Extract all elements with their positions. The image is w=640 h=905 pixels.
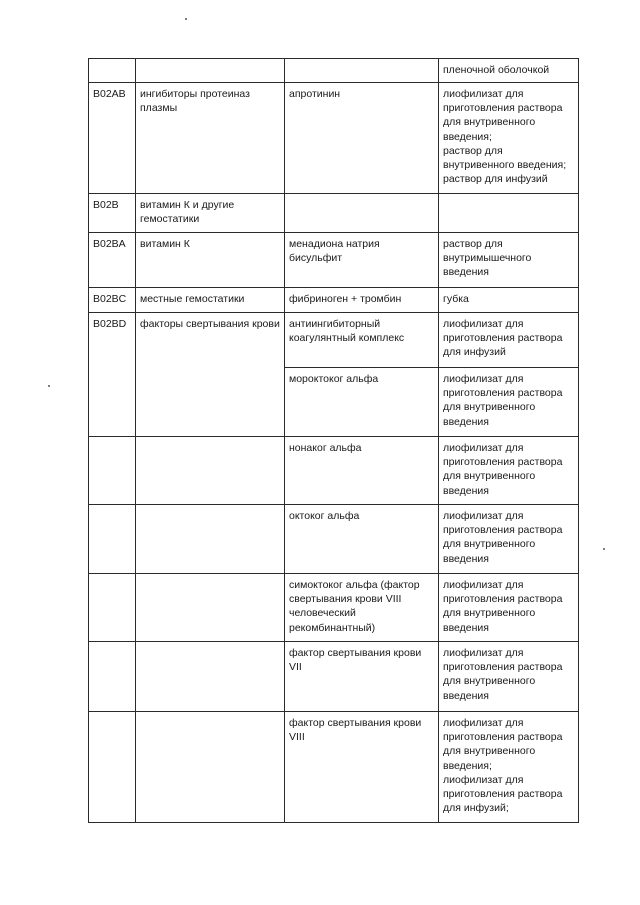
table-row: [89, 505, 579, 574]
pharmacological-group-cell: [136, 437, 285, 505]
dosage-form-cell: лиофилизат для приготовления раствора для внутривенного введения: [439, 642, 579, 712]
pharmacological-group-cell: витамин К и другие гемостатики: [136, 194, 285, 233]
dosage-form-cell: лиофилизат для приготовления раствора для внутривенного введения: [439, 437, 579, 505]
pharmacological-group-cell: [136, 574, 285, 642]
table-row: [89, 642, 579, 712]
table-row: [89, 288, 579, 313]
pharmacological-group-cell: витамин К: [136, 233, 285, 288]
scan-speck: [48, 385, 50, 387]
medicine-name-cell: менадиона натрия бисульфит: [285, 233, 439, 288]
dosage-form-cell: пленочной оболочкой: [439, 59, 579, 83]
atc-code-cell: [89, 642, 136, 712]
atc-code-cell: B02AB: [89, 83, 136, 194]
medicine-name-cell: апротинин: [285, 83, 439, 194]
atc-code-cell: B02BA: [89, 233, 136, 288]
atc-code-cell: [89, 574, 136, 642]
dosage-form-cell: лиофилизат для приготовления раствора для внутривенного введения; лиофилизат для приготовления раствора для инфузий;: [439, 712, 579, 823]
atc-code-cell: [89, 712, 136, 823]
medicine-name-cell: [285, 194, 439, 233]
medicine-name-cell: нонаког альфа: [285, 437, 439, 505]
dosage-form-cell: лиофилизат для приготовления раствора для внутривенного введения: [439, 368, 579, 437]
table-row: [89, 59, 579, 83]
pharmacological-group-cell: [136, 59, 285, 83]
medicine-name-cell: мороктоког альфа: [285, 368, 439, 437]
table-row: [89, 437, 579, 505]
atc-code-cell: B02BC: [89, 288, 136, 313]
medicine-name-cell: фактор свертывания крови VII: [285, 642, 439, 712]
pharmacological-group-cell: факторы свертывания крови: [136, 313, 285, 437]
scan-speck: [603, 548, 605, 550]
dosage-form-cell: лиофилизат для приготовления раствора для внутривенного введения: [439, 505, 579, 574]
medicines-table: [88, 58, 579, 823]
pharmacological-group-cell: местные гемостатики: [136, 288, 285, 313]
medicine-name-cell: симоктоког альфа (фактор свертывания крови VIII человеческий рекомбинантный): [285, 574, 439, 642]
dosage-form-cell: [439, 194, 579, 233]
medicine-name-cell: октоког альфа: [285, 505, 439, 574]
atc-code-cell: [89, 505, 136, 574]
dosage-form-cell: губка: [439, 288, 579, 313]
table-row: [89, 233, 579, 288]
dosage-form-cell: раствор для внутримышечного введения: [439, 233, 579, 288]
dosage-form-cell: лиофилизат для приготовления раствора для инфузий: [439, 313, 579, 368]
scan-speck: [185, 18, 187, 20]
pharmacological-group-cell: ингибиторы протеиназ плазмы: [136, 83, 285, 194]
table-row: [89, 313, 579, 368]
atc-code-cell: B02B: [89, 194, 136, 233]
atc-code-cell: [89, 59, 136, 83]
medicine-name-cell: [285, 59, 439, 83]
table-row: [89, 712, 579, 823]
dosage-form-cell: лиофилизат для приготовления раствора для внутривенного введения; раствор для внутривенного введения; раствор для инфузий: [439, 83, 579, 194]
table-row: [89, 83, 579, 194]
table-row: [89, 194, 579, 233]
dosage-form-cell: лиофилизат для приготовления раствора для внутривенного введения: [439, 574, 579, 642]
medicine-name-cell: фактор свертывания крови VIII: [285, 712, 439, 823]
medicine-name-cell: антиингибиторный коагулянтный комплекс: [285, 313, 439, 368]
pharmacological-group-cell: [136, 642, 285, 712]
pharmacological-group-cell: [136, 712, 285, 823]
pharmacological-group-cell: [136, 505, 285, 574]
table-row: [89, 574, 579, 642]
atc-code-cell: [89, 437, 136, 505]
medicine-name-cell: фибриноген + тромбин: [285, 288, 439, 313]
atc-code-cell: B02BD: [89, 313, 136, 437]
